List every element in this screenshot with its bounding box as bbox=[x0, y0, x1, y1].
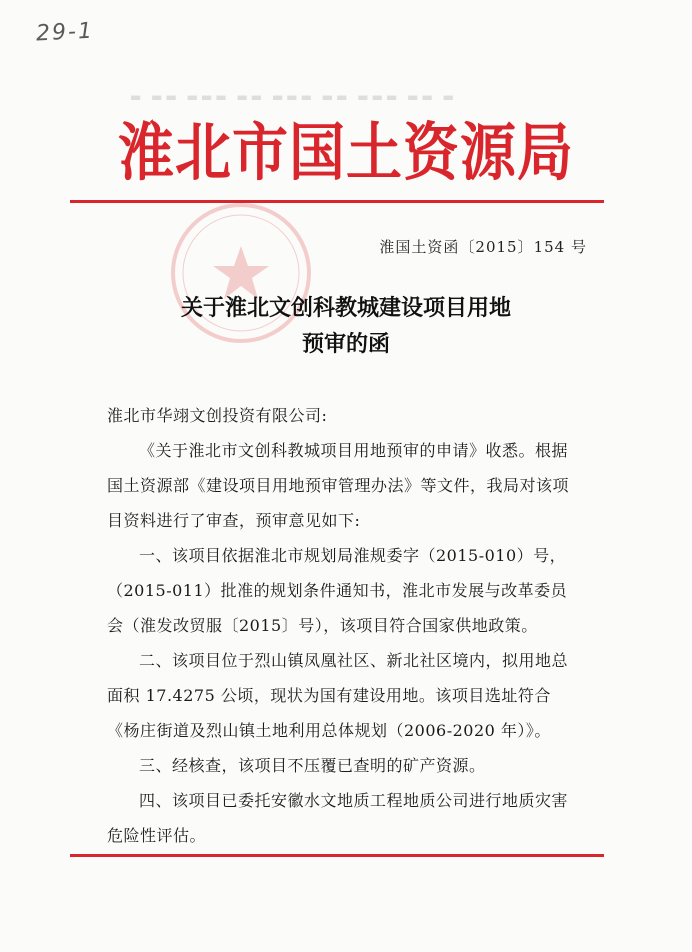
show-through-text: ▬ ▬▬ ▬▬▬ ▬▬ ▬▬▬ ▬▬ ▬▬▬ ▬▬ ▬ bbox=[130, 90, 457, 104]
subject-line-2: 预审的函 bbox=[301, 331, 390, 357]
opinion-item-3: 三、经核查，该项目不压覆已查明的矿产资源。 bbox=[139, 756, 486, 775]
opinion-item-2: 二、该项目位于烈山镇凤凰社区、新北社区境内，拟用地总面积 17.4275 公顷，现状为国有建设用地。该项目选址符合《杨庄街道及烈山镇土地利用总体规划（2006-2020 年）》。 bbox=[107, 651, 569, 740]
handwritten-annotation: 29-1 bbox=[35, 18, 95, 47]
document-subject bbox=[0, 290, 692, 362]
intro-paragraph: 《关于淮北市文创科教城项目用地预审的申请》收悉。根据国土资源部《建设项目用地预审管理办法》等文件，我局对该项目资料进行了审查，预审意见如下: bbox=[107, 441, 570, 530]
document-body bbox=[107, 398, 583, 853]
letterhead-red-rule bbox=[70, 200, 604, 203]
issuer-letterhead: 淮北市国土资源局 bbox=[118, 115, 574, 190]
opinion-item-1: 一、该项目依据淮北市规划局淮规委字（2015-010）号，（2015-011）批准的规划条件通知书，淮北市发展与改革委员会（淮发改贸服〔2015〕号），该项目符合国家供地政策。 bbox=[107, 546, 568, 635]
salutation: 淮北市华翊文创投资有限公司: bbox=[107, 406, 328, 425]
opinion-item-4: 四、该项目已委托安徽水文地质工程地质公司进行地质灾害危险性评估。 bbox=[107, 791, 569, 845]
footer-red-rule bbox=[70, 854, 604, 857]
subject-line-1: 关于淮北文创科教城建设项目用地 bbox=[180, 295, 511, 321]
document-number: 淮国土资函〔2015〕154 号 bbox=[379, 238, 587, 256]
